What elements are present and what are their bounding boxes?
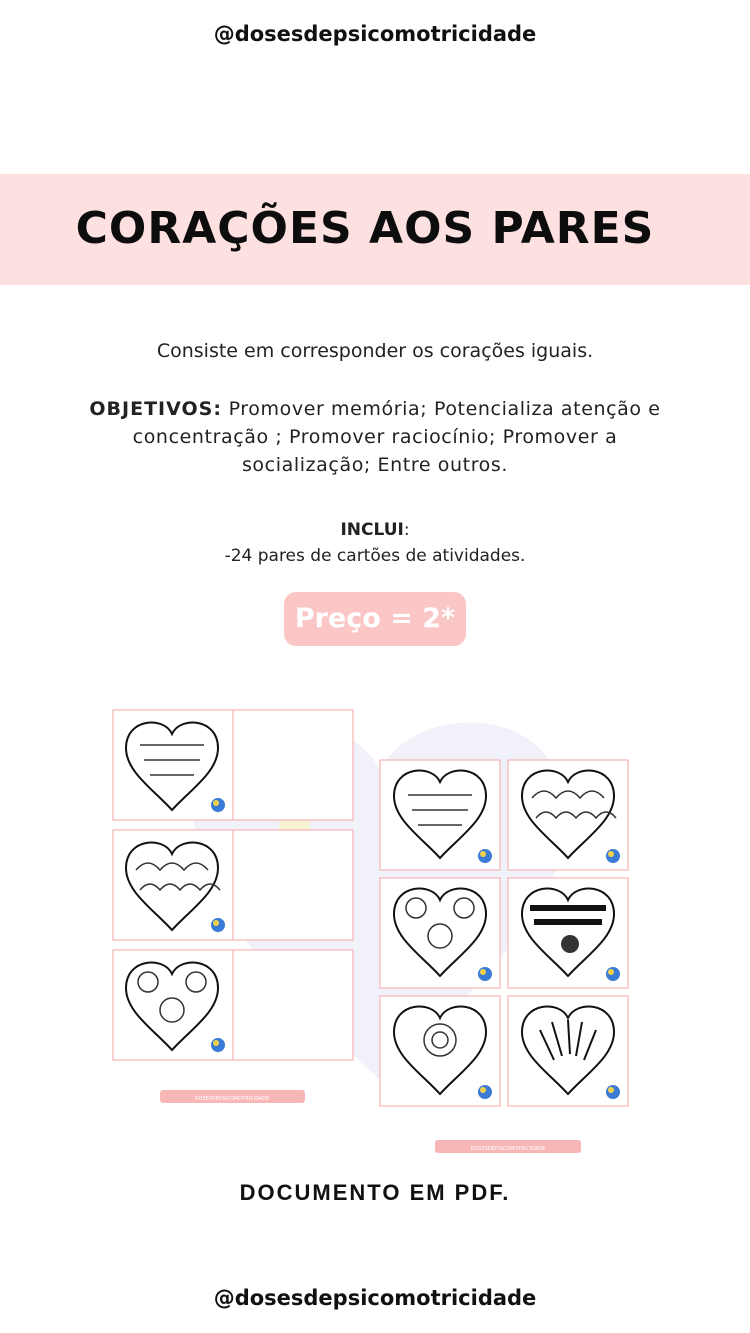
preview-footer-left: DOSESDEPSICOMOTRICIDADE [194, 1096, 270, 1102]
page-title: CORAÇÕES AOS PARES [75, 203, 655, 254]
price-badge: Preço = 2* [284, 592, 466, 646]
product-preview-image [100, 700, 660, 1160]
objectives-label: OBJETIVOS: [89, 398, 222, 420]
preview-footer-right: DOSESDEPSICOMOTRICIDADE [470, 1146, 546, 1152]
includes-item: -24 pares de cartões de atividades. [224, 546, 526, 566]
includes-label: INCLUI [340, 520, 404, 540]
activity-description: Consiste em corresponder os corações iguais. [156, 340, 594, 362]
includes-section [0, 517, 750, 569]
title-banner [0, 174, 750, 285]
objectives-paragraph [75, 395, 675, 479]
format-note: DOCUMENTO EM PDF. [239, 1180, 511, 1205]
objectives-text: Promover memória; Potencializa atenção e concentração ; Promover raciocínio; Promover a socialização; Entre outros. [132, 398, 661, 476]
instagram-handle-bottom: @dosesdepsicomotricidade [213, 1286, 537, 1310]
includes-colon: : [403, 520, 410, 540]
instagram-handle-top: @dosesdepsicomotricidade [213, 22, 537, 46]
preview-sheet-left [113, 710, 353, 1103]
